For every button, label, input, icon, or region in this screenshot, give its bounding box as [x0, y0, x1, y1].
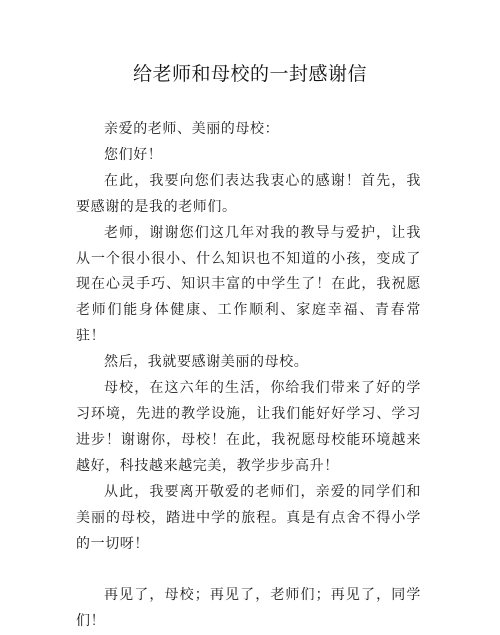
blank-line	[76, 557, 421, 583]
paragraph-5: 从此，我要离开敬爱的老师们，亲爱的同学们和美丽的母校，踏进中学的旅程。真是有点舍不得小学的一切呀！	[76, 483, 421, 552]
greeting: 您们好！	[104, 146, 163, 163]
paragraph-4: 母校，在这六年的生活，你给我们带来了好的学习环境，先进的教学设施，让我们能好好学习、学习进步！谢谢你，母校！在此，我祝愿母校能环境越来越好，科技越来越完美，教学步步高升！	[76, 380, 421, 474]
salutation: 亲爱的老师、美丽的母校：	[104, 121, 280, 137]
paragraph-1: 在此，我要向您们表达我衷心的感谢！首先，我要感谢的是我的老师们。	[76, 172, 421, 215]
letter-title: 给老师和母校的一封感谢信	[132, 63, 367, 85]
letter-body	[76, 117, 421, 635]
closing-line: 再见了，母校；再见了，老师们；再见了，同学们！	[76, 587, 421, 630]
paragraph-3: 然后，我就要感谢美丽的母校。	[104, 354, 309, 371]
paragraph-2: 老师，谢谢您们这几年对我的教导与爱护，让我从一个很小很小、什么知识也不知道的小孩，变成了现在心灵手巧、知识丰富的中学生了！在此，我祝愿老师们能身体健康、工作顺利、家庭幸福、青春常驻！	[76, 224, 421, 345]
